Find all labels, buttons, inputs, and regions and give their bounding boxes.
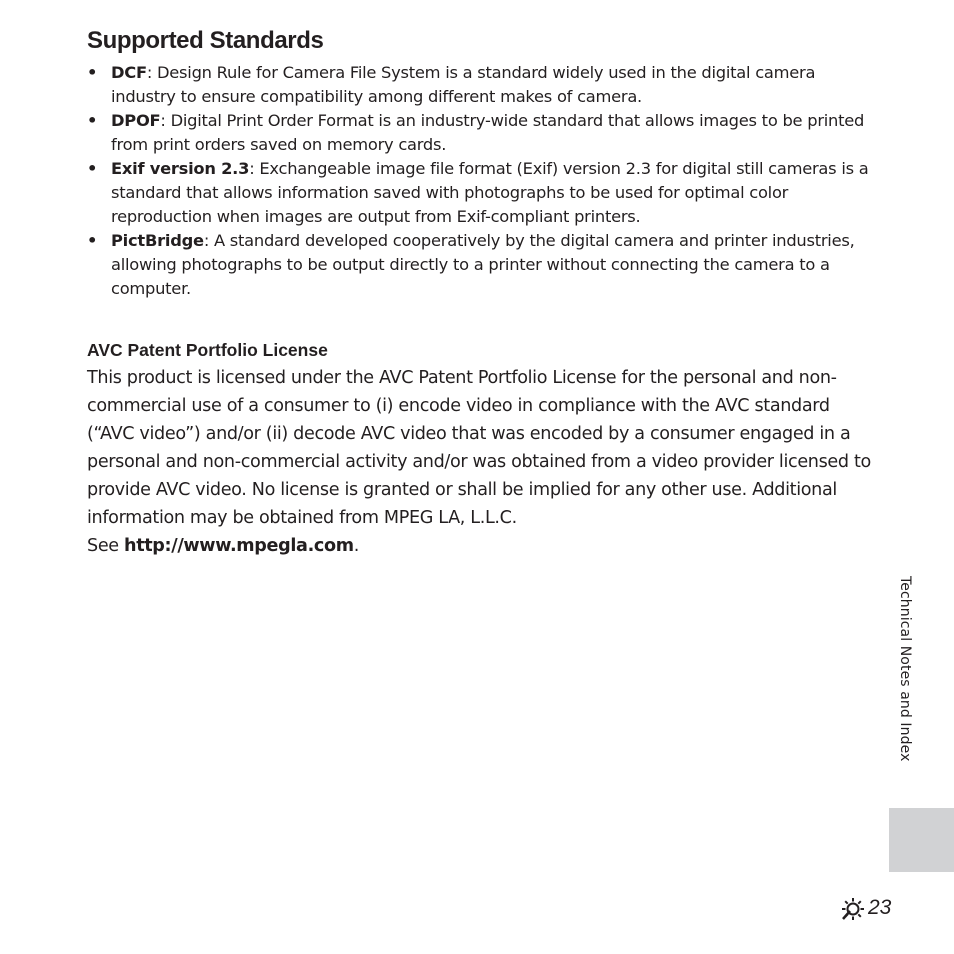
list-item-dcf [87, 61, 877, 109]
page-footer [840, 893, 891, 923]
bullet-icon: • [87, 231, 98, 250]
standards-list [87, 61, 877, 301]
page-title: Supported Standards [87, 27, 324, 54]
list-item-pictbridge [87, 229, 877, 301]
term-description: : A standard developed cooperatively by the digital camera and printer industries, allowing photographs to be output directly to a printer without connecting the camera to a computer. [111, 231, 855, 298]
see-prefix: See [87, 536, 125, 556]
bullet-icon: • [87, 63, 98, 82]
license-paragraph [87, 364, 877, 560]
list-item-exif [87, 157, 877, 229]
term-description: : Digital Print Order Format is an industry-wide standard that allows images to be printed from print orders saved on memory cards. [111, 111, 865, 154]
term-label: Exif version 2.3 [111, 159, 250, 178]
term-description: : Exchangeable image file format (Exif) version 2.3 for digital still cameras is a standard that allows information saved with photographs to be used for optimal color reproduction when images are output from Exif-compliant printers. [111, 159, 869, 226]
sidebar-section-label: Technical Notes and Index [897, 576, 913, 762]
section-heading: AVC Patent Portfolio License [87, 340, 328, 360]
page-number: 23 [868, 896, 892, 919]
technical-notes-icon [840, 894, 868, 922]
license-text: This product is licensed under the AVC Patent Portfolio License for the personal and non-commercial use of a consumer to (i) encode video in compliance with the AVC standard (“AVC video”) and/or (ii) decode AVC video that was encoded by a consumer engaged in a personal and non-commercial activity and/or was obtained from a video provider licensed to provide AVC video. No license is granted or shall be implied for any other use. Additional information may be obtained from MPEG LA, L.L.C. [87, 368, 871, 528]
term-description: : Design Rule for Camera File System is a standard widely used in the digital camera industry to ensure compatibility among different makes of camera. [111, 63, 816, 106]
list-item-dpof [87, 109, 877, 157]
term-label: DCF [111, 63, 147, 82]
bullet-icon: • [87, 159, 98, 178]
bullet-icon: • [87, 111, 98, 130]
term-label: DPOF [111, 111, 161, 130]
term-label: PictBridge [111, 231, 204, 250]
sidebar-section-tab [889, 808, 954, 872]
mpegla-link[interactable]: http://www.mpegla.com [124, 536, 354, 556]
see-suffix: . [353, 536, 359, 556]
